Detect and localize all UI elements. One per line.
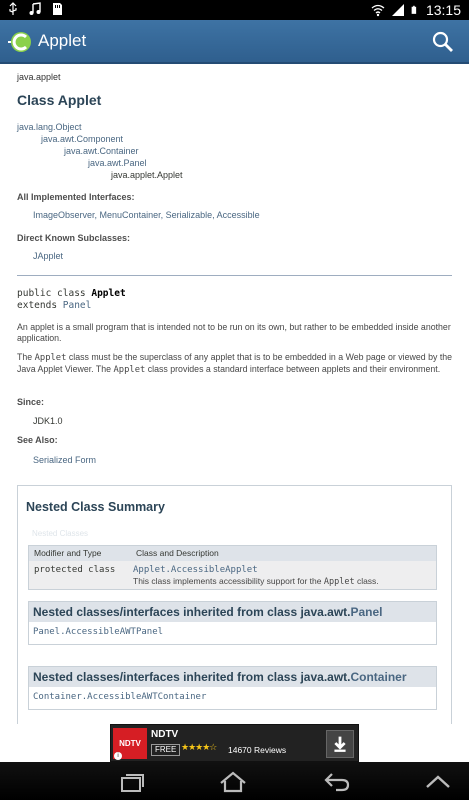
ad-rating-stars: ★★★★☆ bbox=[181, 743, 217, 753]
interface-link-imageobserver[interactable]: ImageObserver bbox=[33, 210, 95, 220]
divider bbox=[17, 275, 452, 276]
column-header-class: Class and Description bbox=[136, 548, 219, 558]
menu-up-icon[interactable] bbox=[424, 770, 452, 794]
since-label: Since: bbox=[17, 397, 45, 407]
app-logo-icon[interactable] bbox=[6, 29, 32, 55]
inheritance-link-component[interactable]: java.awt.Component bbox=[41, 134, 124, 144]
inherited-heading: Nested classes/interfaces inherited from class java.awt.Panel bbox=[29, 602, 436, 622]
status-bar bbox=[0, 0, 469, 20]
interface-link-accessible[interactable]: Accessible bbox=[216, 210, 260, 220]
action-bar bbox=[0, 20, 469, 64]
javadoc-content bbox=[0, 64, 469, 724]
inheritance-link-container[interactable]: java.awt.Container bbox=[64, 146, 139, 156]
ad-banner[interactable] bbox=[110, 724, 359, 762]
inherited-container-link[interactable]: Container bbox=[350, 670, 407, 684]
inherited-item-link[interactable]: Container.AccessibleAWTContainer bbox=[29, 687, 436, 709]
since-value: JDK1.0 bbox=[33, 416, 63, 426]
music-icon bbox=[28, 2, 42, 16]
decl-superclass-link[interactable]: Panel bbox=[62, 300, 92, 311]
app-title: Applet bbox=[38, 31, 87, 50]
navigation-bar bbox=[0, 762, 469, 800]
sd-card-icon bbox=[50, 2, 64, 16]
inherited-from-container bbox=[28, 666, 437, 710]
back-icon[interactable] bbox=[322, 770, 350, 794]
signal-icon bbox=[391, 3, 405, 17]
ad-app-logo[interactable]: NDTV bbox=[113, 728, 147, 759]
nested-class-summary bbox=[17, 485, 452, 724]
usb-icon bbox=[6, 2, 20, 16]
nested-class-table bbox=[28, 545, 437, 590]
inherited-heading: Nested classes/interfaces inherited from class java.awt.Container bbox=[29, 667, 436, 687]
home-icon[interactable] bbox=[219, 770, 247, 794]
row-description: This class implements accessibility support for the Applet class. bbox=[133, 576, 379, 587]
clock: 13:15 bbox=[425, 2, 461, 18]
class-declaration bbox=[17, 288, 126, 312]
implemented-list: ImageObserver, MenuContainer, Serializable, Accessible bbox=[33, 210, 260, 220]
ad-price-badge: FREE bbox=[151, 744, 180, 756]
inherited-item-link[interactable]: Panel.AccessibleAWTPanel bbox=[29, 622, 436, 644]
search-icon[interactable] bbox=[431, 30, 455, 54]
page-title: Class Applet bbox=[17, 92, 102, 108]
wifi-icon bbox=[371, 3, 385, 17]
serialized-form-link[interactable]: Serialized Form bbox=[33, 455, 97, 465]
ad-review-count: 14670 Reviews bbox=[228, 745, 287, 755]
info-icon[interactable]: i bbox=[114, 752, 122, 760]
inherited-panel-link[interactable]: Panel bbox=[350, 605, 383, 619]
ad-app-name[interactable]: NDTV bbox=[151, 729, 179, 740]
inheritance-current-class: java.applet.Applet bbox=[111, 170, 183, 180]
inheritance-link-panel[interactable]: java.awt.Panel bbox=[88, 158, 147, 168]
recent-apps-icon[interactable] bbox=[118, 770, 146, 794]
battery-icon bbox=[411, 3, 420, 17]
package-name: java.applet bbox=[17, 72, 61, 82]
nested-class-link[interactable]: Applet.AccessibleApplet bbox=[133, 565, 258, 575]
table-header bbox=[29, 546, 436, 561]
decl-class-name: Applet bbox=[91, 288, 126, 299]
implemented-label: All Implemented Interfaces: bbox=[17, 192, 135, 202]
inheritance-link-object[interactable]: java.lang.Object bbox=[17, 122, 82, 132]
summary-title: Nested Class Summary bbox=[26, 500, 165, 514]
row-modifier: protected class bbox=[34, 565, 116, 575]
download-icon[interactable] bbox=[326, 730, 354, 758]
table-caption: Nested Classes bbox=[32, 529, 89, 538]
decl-modifiers: public class bbox=[17, 288, 92, 299]
interface-link-serializable[interactable]: Serializable bbox=[165, 210, 213, 220]
see-also-label: See Also: bbox=[17, 435, 58, 445]
description-paragraph-1: An applet is a small program that is intended not to be run on its own, but rather to be embedded inside another application. bbox=[17, 322, 451, 343]
inherited-from-panel bbox=[28, 601, 437, 645]
subclass-link-japplet[interactable]: JApplet bbox=[33, 251, 64, 261]
column-header-modifier: Modifier and Type bbox=[34, 548, 102, 558]
subclasses-label: Direct Known Subclasses: bbox=[17, 233, 131, 243]
interface-link-menucontainer[interactable]: MenuContainer bbox=[99, 210, 161, 220]
decl-extends: extends bbox=[17, 300, 63, 311]
table-row bbox=[29, 561, 436, 589]
description-paragraph-2: The Applet class must be the superclass of any applet that is to be embedded in a Web page or viewed by the Java Applet Viewer. The Applet class provides a standard interface between applets and their environment. bbox=[17, 352, 453, 375]
